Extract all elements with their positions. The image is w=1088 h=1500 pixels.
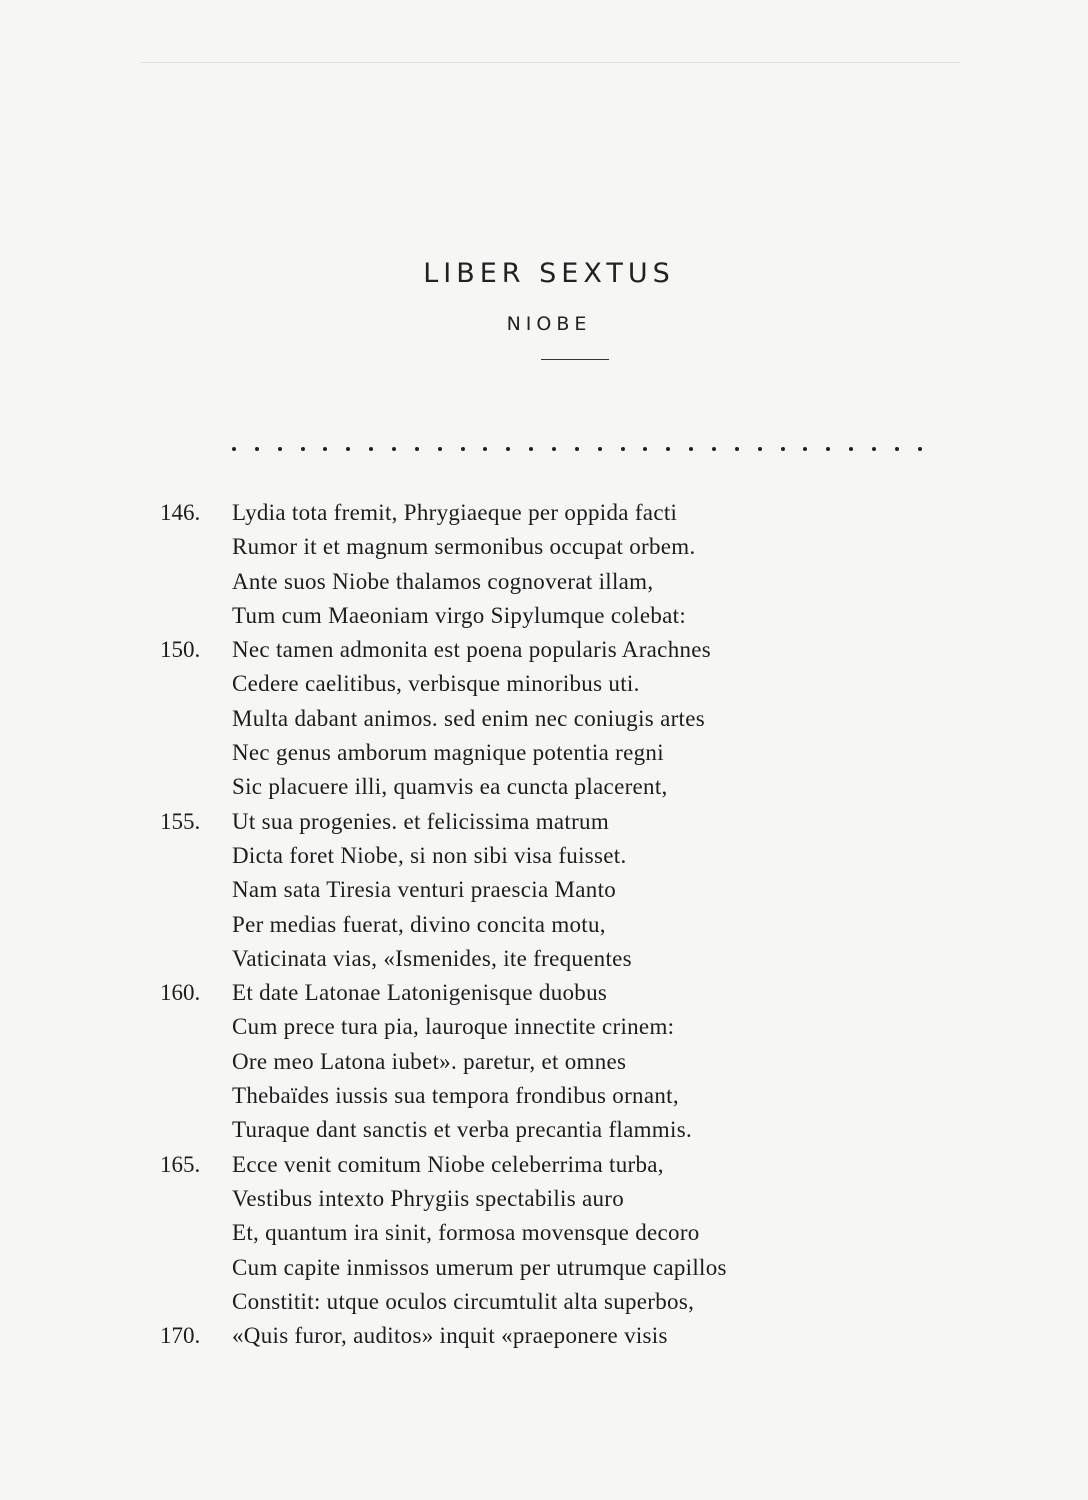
verse-line — [0, 736, 1088, 770]
verse-text: Rumor it et magnum sermonibus occupat orbem. — [232, 534, 696, 560]
verse-line — [0, 1079, 1088, 1113]
verse-line — [0, 1113, 1088, 1147]
verse-line — [0, 839, 1088, 873]
verse-line — [0, 702, 1088, 736]
verse-text: Nec tamen admonita est poena popularis Arachnes — [232, 637, 712, 663]
verse-line — [0, 1319, 1088, 1353]
show-through-header-rule — [140, 62, 960, 63]
verse-line — [0, 530, 1088, 564]
verse-line — [0, 1216, 1088, 1250]
verse-text: Constitit: utque oculos circumtulit alta superbos, — [232, 1288, 695, 1314]
verse-line — [0, 599, 1088, 633]
verse-text: «Quis furor, auditos» inquit «praeponere visis — [232, 1323, 668, 1349]
verse-line — [0, 1010, 1088, 1044]
verse-line — [0, 942, 1088, 976]
verse-text: Turaque dant sanctis et verba precantia flammis. — [232, 1117, 692, 1143]
verse-line — [0, 565, 1088, 599]
line-number: 160. — [160, 980, 201, 1006]
verse-text: Ut sua progenies. et felicissima matrum — [232, 808, 610, 834]
verse-text: Nec genus amborum magnique potentia regni — [232, 740, 664, 766]
verse-text: Ore meo Latona iubet». paretur, et omnes — [232, 1048, 627, 1074]
verse-text: Cum prece tura pia, lauroque innectite crinem: — [232, 1014, 675, 1040]
verse-text: Tum cum Maeoniam virgo Sipylumque colebat: — [232, 602, 687, 628]
line-number: 155. — [160, 808, 201, 834]
verse-text: Ante suos Niobe thalamos cognoverat illam, — [232, 568, 654, 594]
verse-text: Cedere caelitibus, verbisque minoribus uti. — [232, 671, 640, 697]
verse-text: Multa dabant animos. sed enim nec coniugis artes — [232, 705, 706, 731]
verse-text: Et, quantum ira sinit, formosa movensque decoro — [232, 1220, 700, 1246]
verse-text: Per medias fuerat, divino concita motu, — [232, 911, 606, 937]
verse-line — [0, 667, 1088, 701]
line-number: 146. — [160, 500, 201, 525]
verse-text: Lydia tota fremit, Phrygiaeque per oppida facti — [232, 500, 678, 525]
verse-text: Thebaïdes iussis sua tempora frondibus ornant, — [232, 1083, 679, 1109]
verse-text: Dicta foret Niobe, si non sibi visa fuisset. — [232, 842, 627, 868]
verse-line — [0, 805, 1088, 839]
verse-line — [0, 1045, 1088, 1079]
line-number: 150. — [160, 637, 201, 663]
verse-text: Vaticinata vias, «Ismenides, ite frequentes — [232, 945, 632, 971]
verse-text: Ecce venit comitum Niobe celeberrima turba, — [232, 1151, 664, 1177]
verse-line — [0, 908, 1088, 942]
verse-line — [0, 770, 1088, 804]
verse-text: Et date Latonae Latonigenisque duobus — [232, 980, 608, 1006]
verse-block — [0, 496, 1088, 1353]
verse-text: Sic placuere illi, quamvis ea cuncta placerent, — [232, 774, 668, 800]
verse-text: Nam sata Tiresia venturi praescia Manto — [232, 877, 617, 903]
verse-line — [0, 1148, 1088, 1182]
verse-line — [0, 1182, 1088, 1216]
verse-line — [0, 976, 1088, 1010]
book-title: LIBER SEXTUS — [423, 258, 675, 289]
verse-line — [0, 873, 1088, 907]
verse-text: Cum capite inmissos umerum per utrumque capillos — [232, 1254, 727, 1280]
verse-text: Vestibus intexto Phrygiis spectabilis auro — [232, 1185, 625, 1211]
verse-line — [0, 1251, 1088, 1285]
line-number: 165. — [160, 1151, 201, 1177]
verse-line — [0, 496, 1088, 530]
verse-line — [0, 1285, 1088, 1319]
section-title: NIOBE — [506, 313, 592, 335]
line-number: 170. — [160, 1323, 201, 1349]
verse-line — [0, 633, 1088, 667]
title-divider — [541, 359, 609, 360]
omission-dots — [232, 437, 922, 461]
